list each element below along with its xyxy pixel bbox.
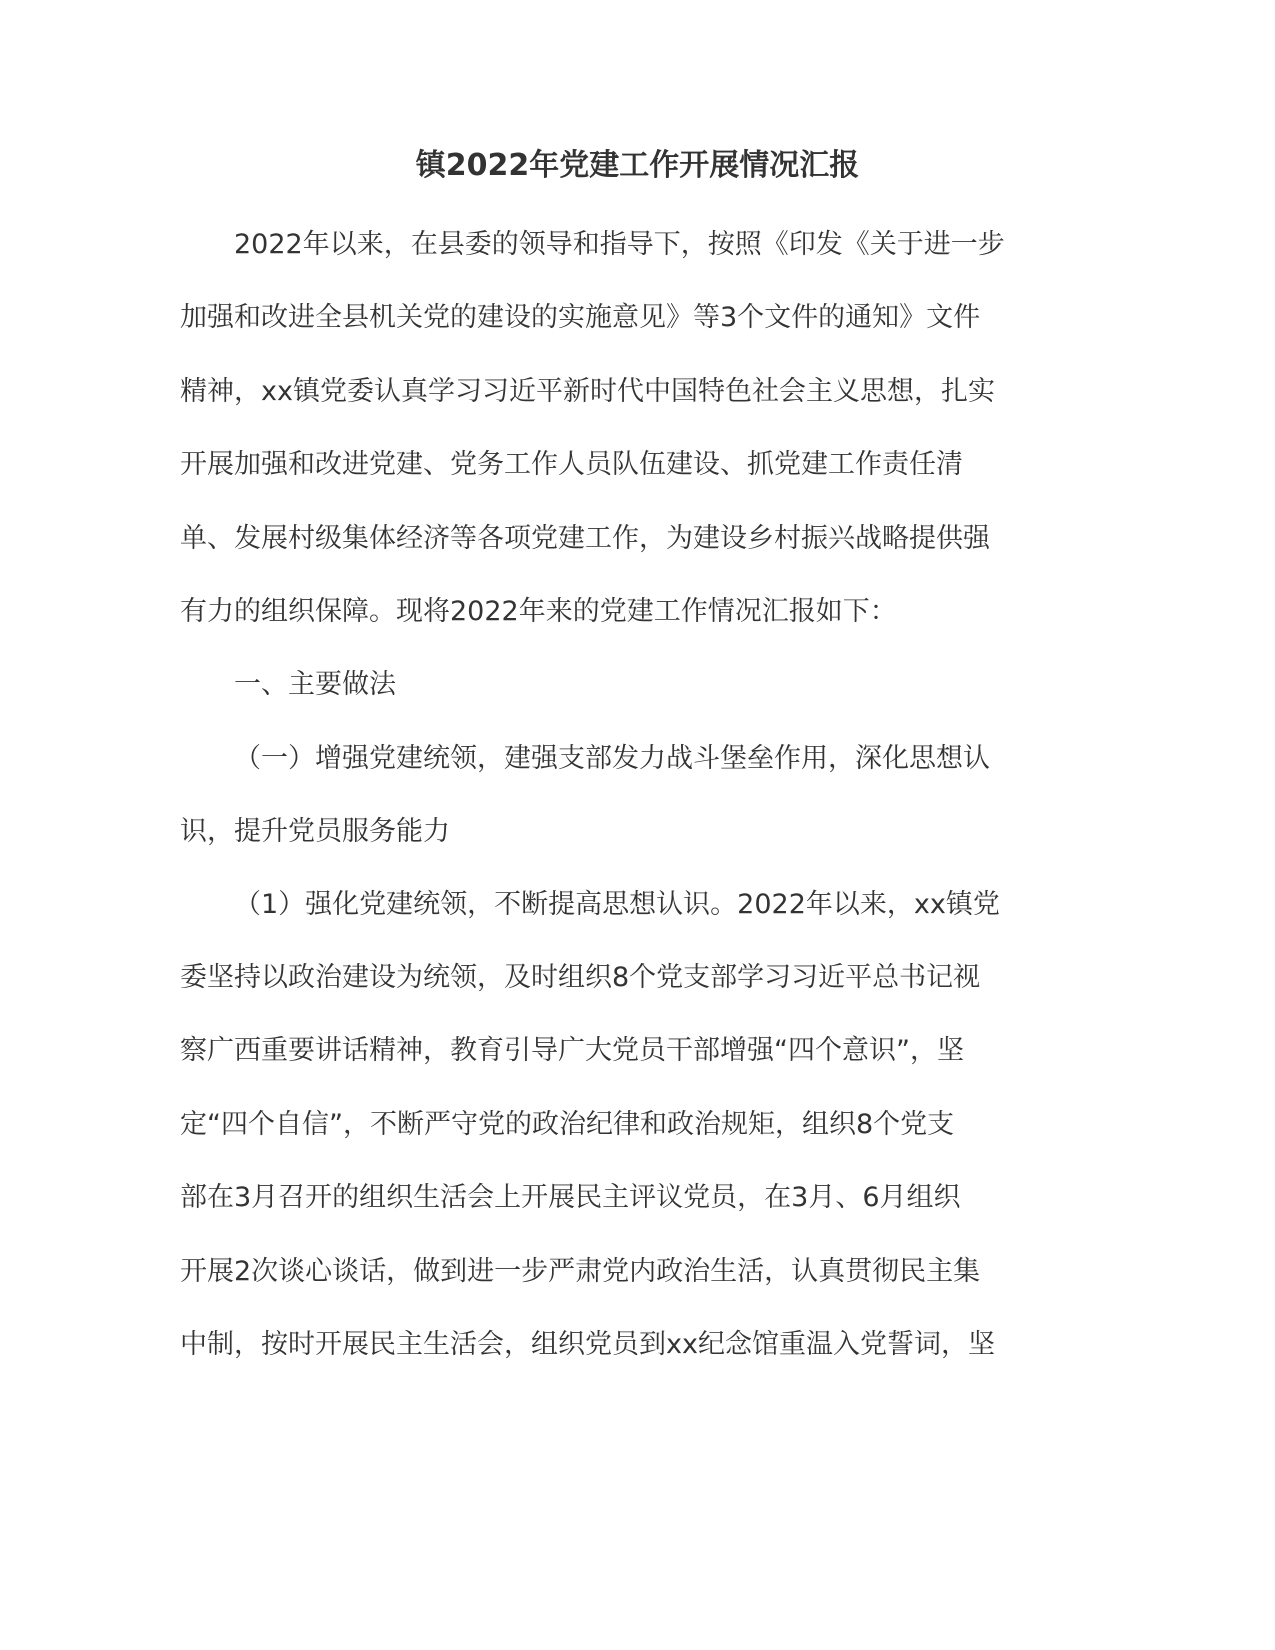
section-heading-main-practices: 一、主要做法 — [234, 669, 396, 700]
body-line-11: 委坚持以政治建设为统领，及时组织8个党支部学习习近平总书记视 — [180, 962, 981, 993]
body-line-12: 察广西重要讲话精神，教育引导广大党员干部增强“四个意识”，坚 — [180, 1035, 964, 1066]
subsection-heading-1-cont: 识，提升党员服务能力 — [180, 816, 450, 847]
body-line-10: （1）强化党建统领，不断提高思想认识。2022年以来，xx镇党 — [234, 889, 1000, 920]
body-line-2: 加强和改进全县机关党的建设的实施意见》等3个文件的通知》文件 — [180, 302, 981, 333]
body-line-6: 有力的组织保障。现将2022年来的党建工作情况汇报如下： — [180, 596, 897, 627]
body-line-1: 2022年以来，在县委的领导和指导下，按照《印发《关于进一步 — [234, 229, 1005, 260]
body-line-14: 部在3月召开的组织生活会上开展民主评议党员，在3月、6月组织 — [180, 1182, 961, 1213]
subsection-heading-1: （一）增强党建统领，建强支部发力战斗堡垒作用，深化思想认 — [234, 743, 990, 774]
body-line-3: 精神，xx镇党委认真学习习近平新时代中国特色社会主义思想，扎实 — [180, 376, 995, 407]
body-line-13: 定“四个自信”，不断严守党的政治纪律和政治规矩，组织8个党支 — [180, 1109, 955, 1140]
body-line-5: 单、发展村级集体经济等各项党建工作，为建设乡村振兴战略提供强 — [180, 523, 990, 554]
body-line-4: 开展加强和改进党建、党务工作人员队伍建设、抓党建工作责任清 — [180, 449, 963, 480]
document-title: 镇2022年党建工作开展情况汇报 — [415, 148, 860, 183]
body-line-16: 中制，按时开展民主生活会，组织党员到xx纪念馆重温入党誓词，坚 — [180, 1329, 995, 1360]
body-line-15: 开展2次谈心谈话，做到进一步严肃党内政治生活，认真贯彻民主集 — [180, 1256, 981, 1287]
